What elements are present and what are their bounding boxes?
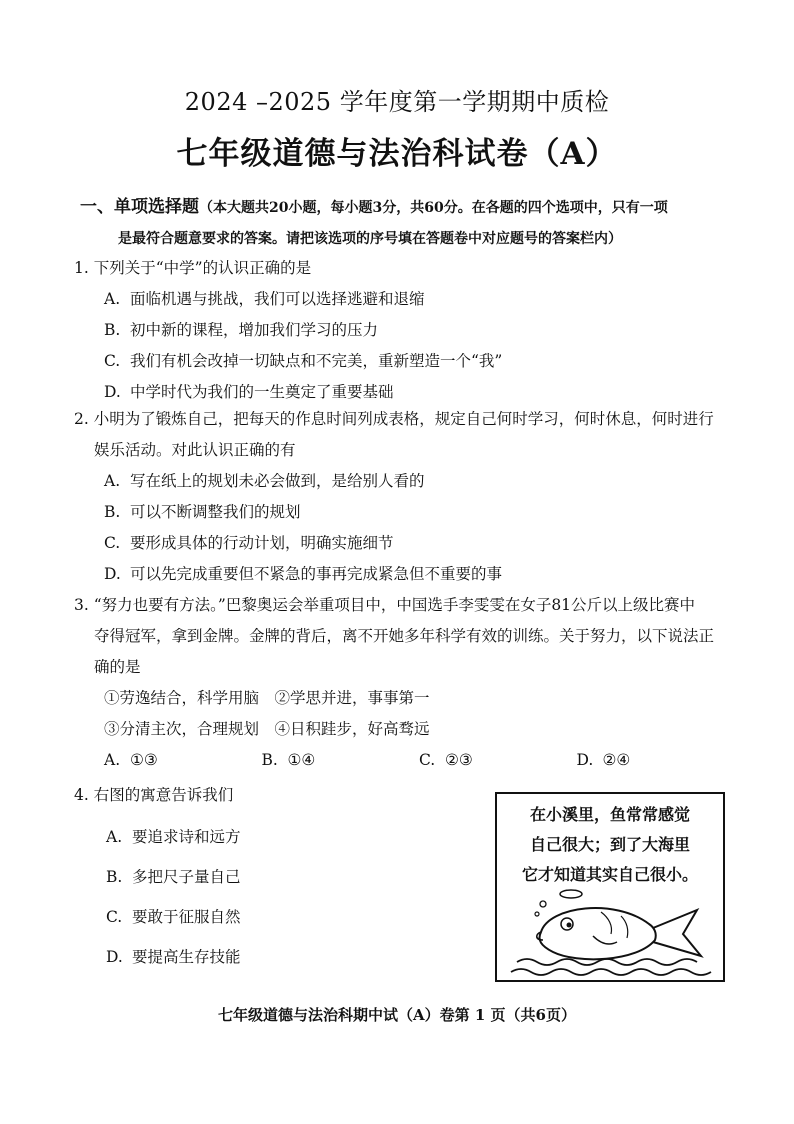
question-3-stem-line-2: 夺得冠军，拿到金牌。金牌的背后，离不开她多年科学有效的训练。关于努力，以下说法正 — [94, 627, 715, 645]
section-1-header — [80, 191, 730, 255]
question-2-option-c: C. 要形成具体的行动计划，明确实施细节 — [104, 534, 394, 552]
question-4-option-a: A. 要追求诗和远方 — [106, 828, 241, 846]
section-instruction-2: 是最符合题意要求的答案。请把该选项的序号填在答题卷中对应题号的答案栏内） — [118, 231, 622, 247]
bubble-icon — [560, 890, 582, 898]
question-1-option-a: A. 面临机遇与挑战，我们可以选择逃避和退缩 — [104, 290, 425, 308]
bubble-icon — [535, 912, 539, 916]
question-3-option-d: D. ②④ — [576, 751, 631, 769]
exam-title: 2024 –2025 学年度第一学期期中质检 — [184, 88, 610, 116]
paper-title: 七年级道德与法治科试卷（A） — [176, 136, 618, 172]
cartoon-caption-line-2: 自己很大；到了大海里 — [529, 835, 690, 854]
section-instruction-1: （本大题共20小题，每小题3分，共60分。在各题的四个选项中，只有一项 — [199, 200, 668, 216]
question-3-options — [74, 745, 734, 776]
fish-drawing — [497, 794, 723, 980]
question-4-stem: 4. 右图的寓意告诉我们 — [74, 786, 234, 804]
question-4-option-b: B. 多把尺子量自己 — [106, 868, 241, 886]
question-1-stem: 1. 下列关于“中学”的认识正确的是 — [74, 259, 312, 277]
question-2-stem-line-2: 娱乐活动。对此认识正确的有 — [94, 441, 296, 459]
question-2-option-d: D. 可以先完成重要但不紧急的事再完成紧急但不重要的事 — [104, 565, 503, 583]
fish-tail-icon — [653, 910, 701, 956]
section-heading: 一、单项选择题 — [80, 197, 199, 217]
question-2-option-a: A. 写在纸上的规划未必会做到，是给别人看的 — [104, 472, 425, 490]
question-1-option-d: D. 中学时代为我们的一生奠定了重要基础 — [104, 383, 394, 401]
fish-cartoon — [495, 792, 725, 982]
question-3-option-c: C. ②③ — [419, 751, 473, 769]
question-2-option-b: B. 可以不断调整我们的规划 — [104, 503, 301, 521]
question-3 — [74, 590, 734, 776]
question-3-option-a: A. ①③ — [104, 751, 158, 769]
question-3-stem-line-3: 确的是 — [94, 658, 141, 676]
cartoon-caption-line-1: 在小溪里，鱼常常感觉 — [529, 805, 690, 824]
question-4-option-c: C. 要敢于征服自然 — [106, 908, 241, 926]
wave-icon — [517, 959, 697, 965]
question-2-stem-line-1: 2. 小明为了锻炼自己，把每天的作息时间列成表格，规定自己何时学习，何时休息，何时进行 — [74, 410, 714, 428]
wave-icon — [511, 969, 711, 975]
question-2 — [74, 404, 734, 590]
question-1 — [74, 253, 734, 408]
question-3-items-line-2: ③分清主次，合理规划 ④日积跬步，好高骛远 — [104, 720, 430, 738]
question-4 — [74, 780, 474, 977]
question-3-stem-line-1: 3. “努力也要有方法。”巴黎奥运会举重项目中，中国选手李雯雯在女子81公斤以上级比赛中 — [74, 596, 696, 614]
cartoon-caption-line-3: 它才知道其实自己很小。 — [521, 865, 698, 884]
page-footer: 七年级道德与法治科期中试（A）卷第 1 页（共6页） — [218, 1006, 576, 1024]
question-4-option-d: D. 要提高生存技能 — [106, 948, 241, 966]
question-3-items-line-1: ①劳逸结合，科学用脑 ②学思并进，事事第一 — [104, 689, 430, 707]
fish-icon — [540, 908, 656, 959]
question-1-option-c: C. 我们有机会改掉一切缺点和不完美，重新塑造一个“我” — [104, 352, 503, 370]
question-3-option-b: B. ①④ — [261, 751, 316, 769]
question-1-option-b: B. 初中新的课程，增加我们学习的压力 — [104, 321, 379, 339]
bubble-icon — [540, 901, 546, 907]
